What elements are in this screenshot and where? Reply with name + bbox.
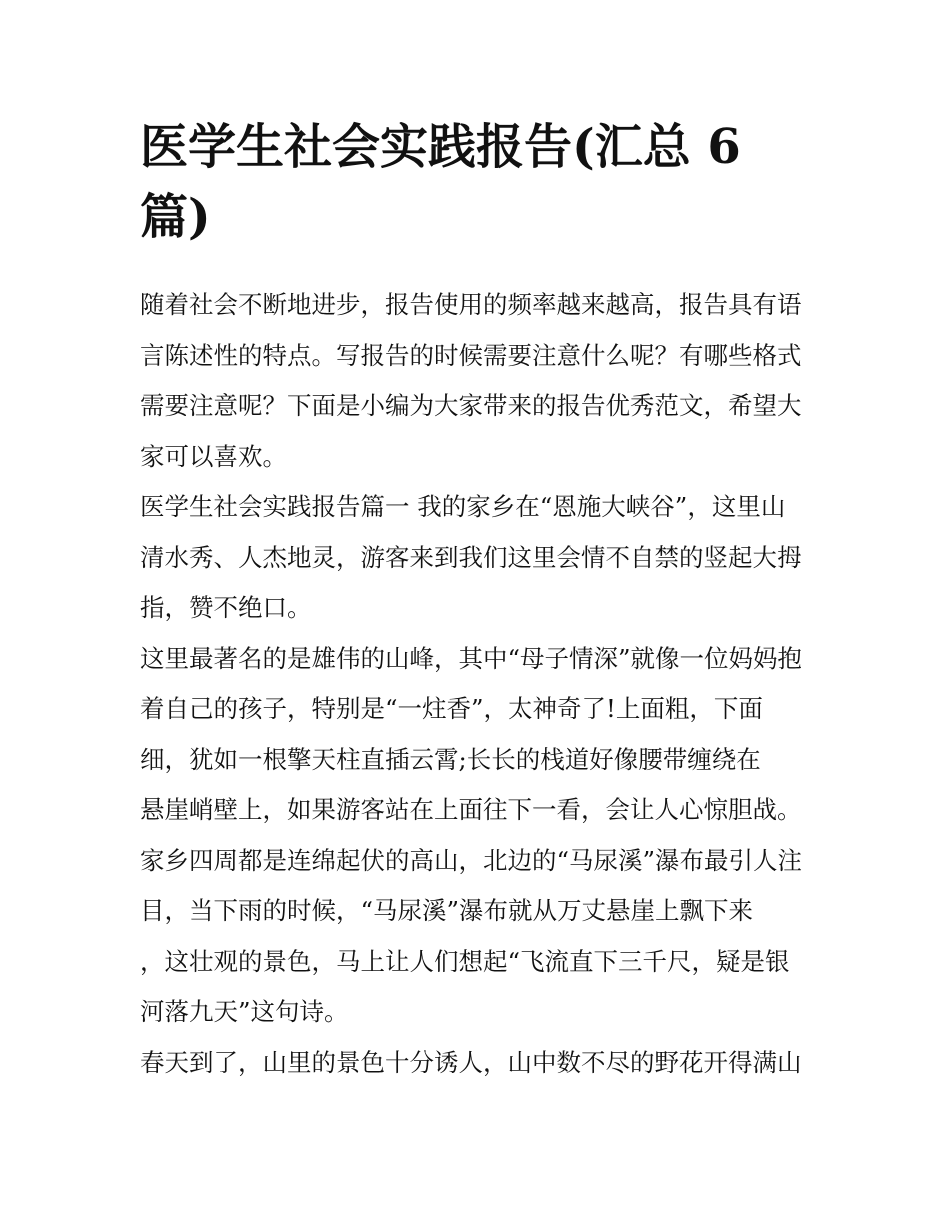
text-line: 家乡四周都是连绵起伏的高山，北边的“马尿溪”瀑布最引人注 <box>140 845 803 875</box>
text-line: 清水秀、人杰地灵，游客来到我们这里会情不自禁的竖起大拇 <box>140 542 802 572</box>
title-line: 医学生社会实践报告(汇总 6 <box>140 119 741 175</box>
text-line: 随着社会不断地进步，报告使用的频率越来越高，报告具有语 <box>140 290 802 319</box>
paragraph-waterfall <box>140 836 820 1038</box>
text-line: 言陈述性的特点。写报告的时候需要注意什么呢？有哪些格式 <box>140 340 802 370</box>
title-line: 篇) <box>140 189 211 245</box>
document-title <box>140 112 820 252</box>
text-line: 着自己的孩子，特别是“一炷香”，太神奇了!上面粗，下面 <box>140 694 763 723</box>
document-page <box>140 0 820 1229</box>
paragraph-spring <box>140 1038 820 1089</box>
text-line: 悬崖峭壁上，如果游客站在上面往下一看，会让人心惊胆战。 <box>140 795 802 824</box>
document-body <box>140 280 820 1088</box>
paragraph-intro <box>140 280 820 482</box>
text-line: 医学生社会实践报告篇一 我的家乡在“恩施大峡谷”，这里山 <box>140 492 786 521</box>
text-line: 春天到了，山里的景色十分诱人，山中数不尽的野花开得满山 <box>140 1047 802 1077</box>
text-line: 需要注意呢？下面是小编为大家带来的报告优秀范文，希望大 <box>140 391 802 420</box>
paragraph-report-one <box>140 482 820 634</box>
text-line: 细，犹如一根擎天柱直插云霄;长长的栈道好像腰带缠绕在 <box>140 744 761 774</box>
text-line: 河落九天”这句诗。 <box>140 997 349 1026</box>
text-line: 家可以喜欢。 <box>140 441 287 471</box>
text-line: 这里最著名的是雄伟的山峰，其中“母子情深”就像一位妈妈抱 <box>140 643 803 673</box>
text-line: 目，当下雨的时候，“马尿溪”瀑布就从万丈悬崖上飘下来 <box>140 896 754 925</box>
text-line: 指，赞不绝口。 <box>140 593 312 622</box>
text-line: ，这壮观的景色，马上让人们想起“飞流直下三千尺，疑是银 <box>140 946 790 976</box>
paragraph-mountains <box>140 634 820 836</box>
